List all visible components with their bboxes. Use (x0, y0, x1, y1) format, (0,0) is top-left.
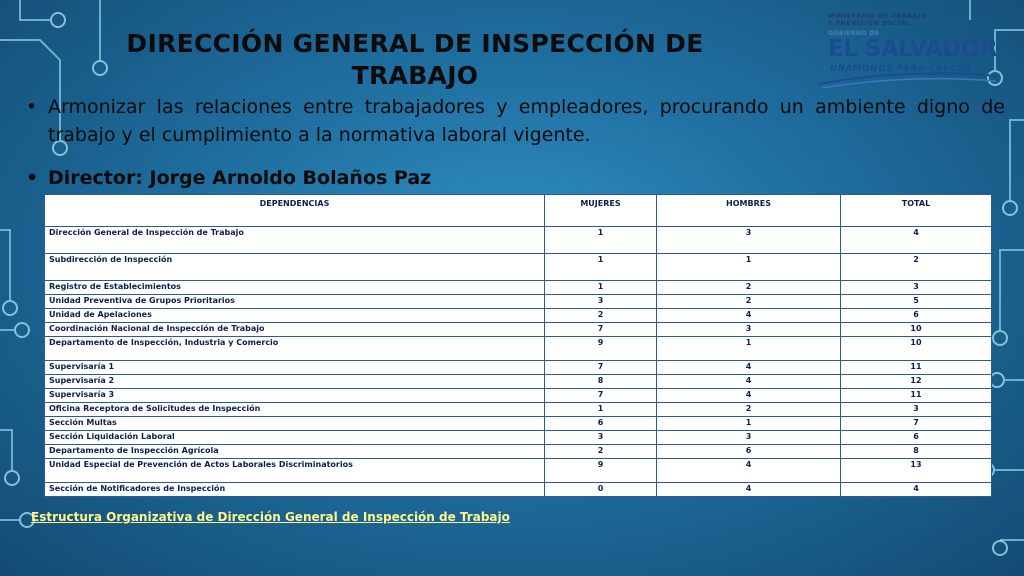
table-row (45, 445, 992, 459)
cell-total: 11 (841, 389, 992, 403)
cell-dependencia: Registro de Establecimientos (45, 281, 545, 295)
cell-mujeres: 6 (545, 417, 657, 431)
table-row (45, 309, 992, 323)
header-mujeres: MUJERES (545, 195, 657, 227)
cell-dependencia: Departamento de Inspección Agrícola (45, 445, 545, 459)
cell-total: 4 (841, 483, 992, 497)
table-row (45, 227, 992, 254)
cell-total: 7 (841, 417, 992, 431)
table-row (45, 389, 992, 403)
slide-title: DIRECCIÓN GENERAL DE INSPECCIÓN DE TRABAJO (126, 29, 704, 90)
cell-mujeres: 0 (545, 483, 657, 497)
cell-dependencia: Unidad Especial de Prevención de Actos Laborales Discriminatorios (45, 459, 545, 483)
cell-dependencia: Oficina Receptora de Solicitudes de Inspección (45, 403, 545, 417)
cell-hombres: 6 (657, 445, 841, 459)
bullet-dot-icon: • (26, 167, 39, 189)
table-row (45, 459, 992, 483)
cell-total: 6 (841, 309, 992, 323)
cell-hombres: 4 (657, 375, 841, 389)
cell-hombres: 3 (657, 227, 841, 254)
header-total: TOTAL (841, 195, 992, 227)
cell-dependencia: Dirección General de Inspección de Trabajo (45, 227, 545, 254)
cell-mujeres: 1 (545, 403, 657, 417)
cell-hombres: 3 (657, 323, 841, 337)
cell-total: 12 (841, 375, 992, 389)
cell-dependencia: Unidad de Apelaciones (45, 309, 545, 323)
cell-hombres: 4 (657, 459, 841, 483)
table-row (45, 483, 992, 497)
cell-dependencia: Coordinación Nacional de Inspección de Trabajo (45, 323, 545, 337)
cell-dependencia: Supervisaría 3 (45, 389, 545, 403)
cell-hombres: 1 (657, 417, 841, 431)
cell-total: 4 (841, 227, 992, 254)
table-row (45, 403, 992, 417)
cell-hombres: 4 (657, 389, 841, 403)
cell-mujeres: 9 (545, 337, 657, 361)
bullet-director-text: Director: Jorge Arnoldo Bolaños Paz (48, 167, 432, 189)
logo-slogan: UNÁMONOS PARA CRECER (830, 64, 971, 74)
org-structure-link[interactable]: Estructura Organizativa de Dirección General de Inspección de Trabajo (31, 510, 510, 524)
cell-mujeres: 3 (545, 295, 657, 309)
cell-hombres: 1 (657, 337, 841, 361)
logo-ministry-line2: Y PREVISIÓN SOCIAL (828, 19, 911, 27)
table-row (45, 361, 992, 375)
logo-swoosh-icon (808, 68, 1008, 90)
cell-hombres: 2 (657, 295, 841, 309)
logo-country: EL SALVADOR (828, 36, 998, 62)
government-logo (808, 8, 1008, 88)
cell-hombres: 2 (657, 281, 841, 295)
cell-dependencia: Sección Liquidación Laboral (45, 431, 545, 445)
cell-hombres: 1 (657, 254, 841, 281)
cell-hombres: 4 (657, 309, 841, 323)
cell-total: 8 (841, 445, 992, 459)
cell-mujeres: 1 (545, 281, 657, 295)
cell-mujeres: 7 (545, 361, 657, 375)
cell-hombres: 2 (657, 403, 841, 417)
cell-mujeres: 1 (545, 254, 657, 281)
cell-mujeres: 7 (545, 389, 657, 403)
cell-mujeres: 2 (545, 309, 657, 323)
table-row (45, 431, 992, 445)
table-row (45, 281, 992, 295)
cell-mujeres: 8 (545, 375, 657, 389)
table-row (45, 417, 992, 431)
cell-mujeres: 3 (545, 431, 657, 445)
cell-total: 6 (841, 431, 992, 445)
cell-hombres: 4 (657, 361, 841, 375)
header-hombres: HOMBRES (657, 195, 841, 227)
table-row (45, 375, 992, 389)
cell-dependencia: Sección Multas (45, 417, 545, 431)
bullet-dot-icon: • (26, 96, 38, 118)
cell-mujeres: 2 (545, 445, 657, 459)
cell-dependencia: Unidad Preventiva de Grupos Prioritarios (45, 295, 545, 309)
logo-gobierno: GOBIERNO DE (828, 30, 880, 37)
dependencies-table (44, 194, 992, 497)
table-row (45, 323, 992, 337)
cell-dependencia: Sección de Notificadores de Inspección (45, 483, 545, 497)
cell-total: 2 (841, 254, 992, 281)
table-row (45, 295, 992, 309)
cell-dependencia: Supervisaría 2 (45, 375, 545, 389)
cell-hombres: 3 (657, 431, 841, 445)
cell-dependencia: Supervisaría 1 (45, 361, 545, 375)
cell-hombres: 4 (657, 483, 841, 497)
table-row (45, 337, 992, 361)
cell-total: 13 (841, 459, 992, 483)
cell-dependencia: Departamento de Inspección, Industria y Comercio (45, 337, 545, 361)
cell-mujeres: 1 (545, 227, 657, 254)
cell-total: 11 (841, 361, 992, 375)
cell-total: 10 (841, 337, 992, 361)
bullet-mission-text: Armonizar las relaciones entre trabajadores y empleadores, procurando un ambiente digno de trabajo y el cumplimiento a la normativa laboral vigente. (48, 96, 1005, 146)
table-row (45, 254, 992, 281)
cell-dependencia: Subdirección de Inspección (45, 254, 545, 281)
cell-total: 3 (841, 403, 992, 417)
cell-total: 5 (841, 295, 992, 309)
cell-total: 10 (841, 323, 992, 337)
logo-ministry-line1: MINISTERIO DE TRABAJO (828, 12, 927, 20)
cell-total: 3 (841, 281, 992, 295)
header-dependencias: DEPENDENCIAS (45, 195, 545, 227)
table-header-row (45, 195, 992, 227)
cell-mujeres: 9 (545, 459, 657, 483)
cell-mujeres: 7 (545, 323, 657, 337)
